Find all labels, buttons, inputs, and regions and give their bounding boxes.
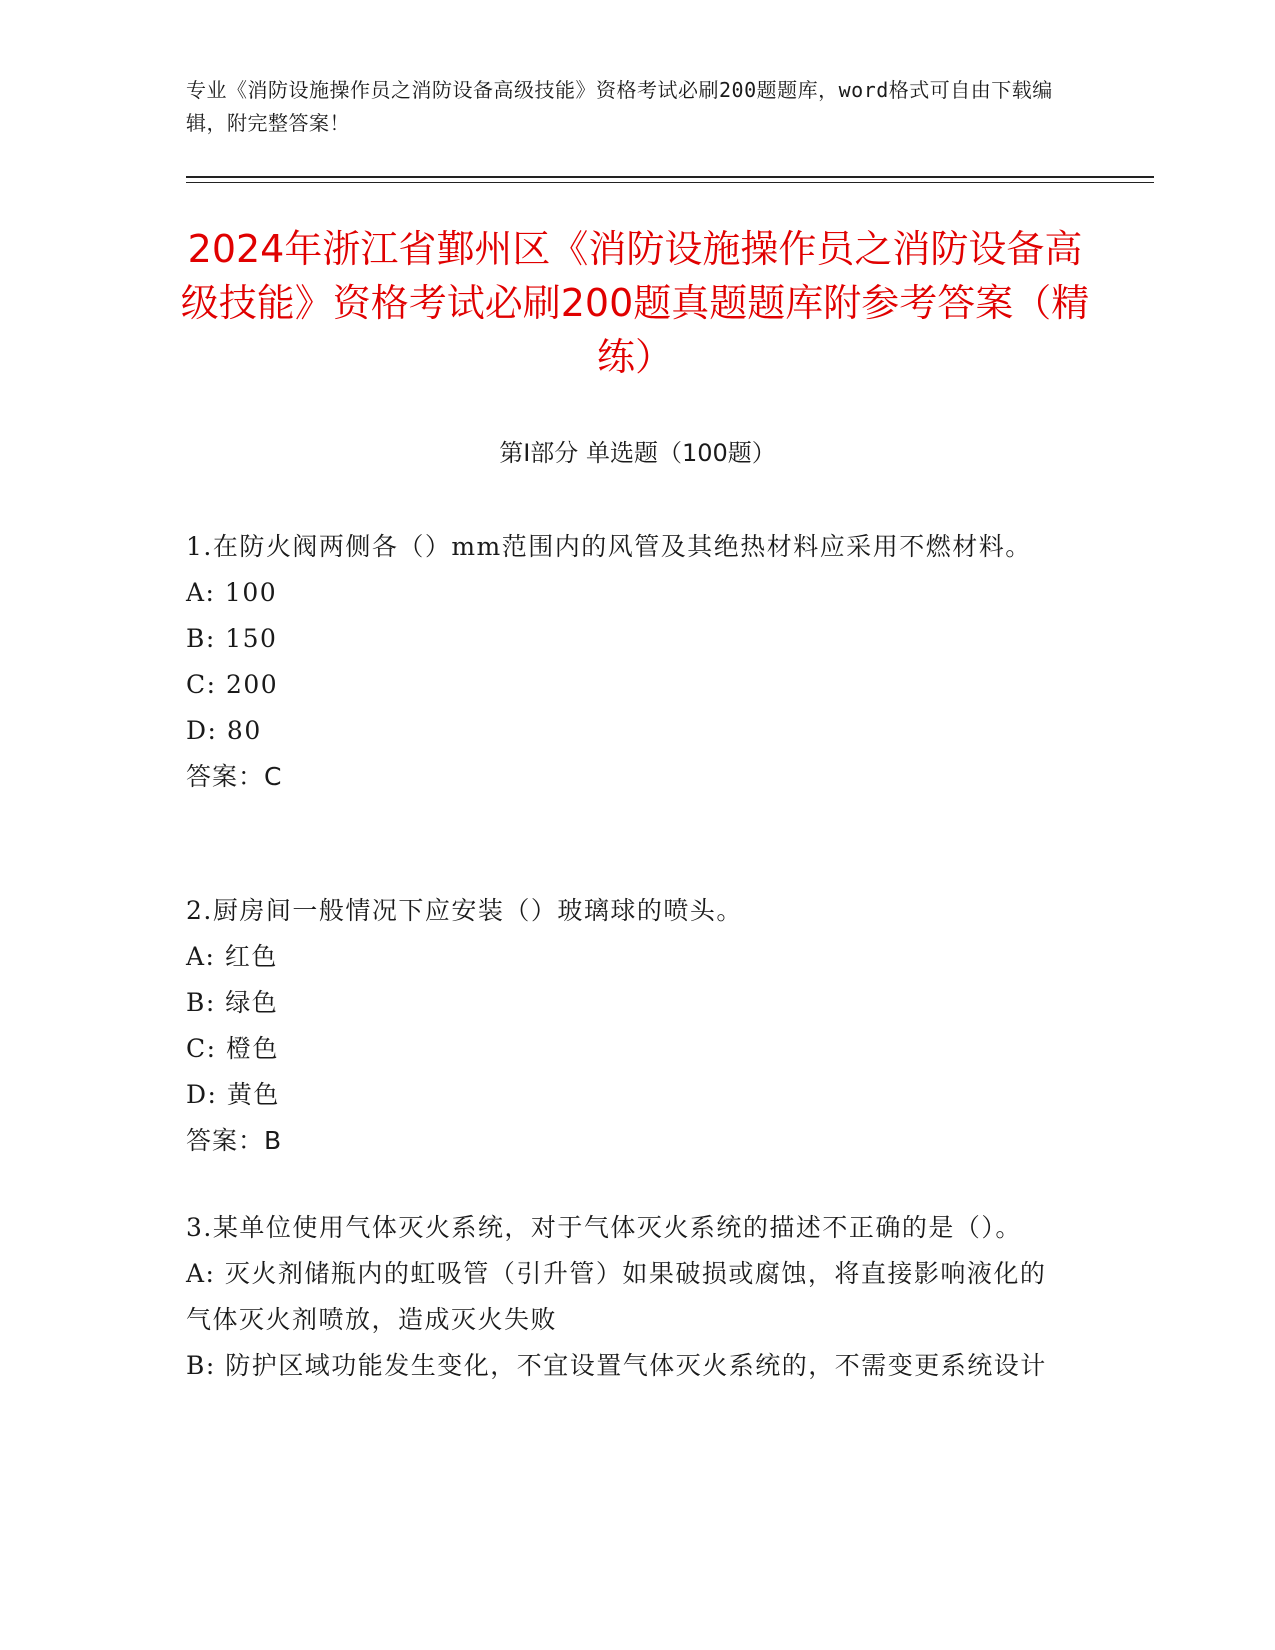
question-stem: 1.在防火阀两侧各（）mm范围内的风管及其绝热材料应采用不燃材料。 (186, 532, 1032, 561)
document-title: 2024年浙江省鄞州区《消防设施操作员之消防设备高级技能》资格考试必刷200题真题题库附参考答案（精练） (180, 227, 1090, 379)
question-1 (186, 524, 1066, 800)
question-stem: 2.厨房间一般情况下应安装（）玻璃球的喷头。 (186, 896, 743, 925)
option-d: D: 黄色 (186, 1080, 280, 1109)
question-2 (186, 888, 1066, 1164)
answer: 答案：C (186, 762, 283, 791)
option-b: B: 150 (186, 624, 278, 653)
question-stem: 3.某单位使用气体灭火系统，对于气体灭火系统的描述不正确的是（）。 (186, 1213, 1022, 1242)
header-note: 专业《消防设施操作员之消防设备高级技能》资格考试必刷200题题库，word格式可自由下载编辑，附完整答案！ (186, 78, 1053, 135)
option-d: D: 80 (186, 716, 262, 745)
question-3 (186, 1205, 1066, 1389)
option-a: A: 灭火剂储瓶内的虹吸管（引升管）如果破损或腐蚀，将直接影响液化的气体灭火剂喷放，造成灭火失败 (186, 1259, 1047, 1334)
section-title: 第I部分 单选题（100题） (499, 439, 776, 467)
option-c: C: 200 (186, 670, 279, 699)
header-divider-thick (186, 176, 1154, 178)
option-a: A: 红色 (186, 942, 278, 971)
option-b: B: 绿色 (186, 988, 279, 1017)
option-a: A: 100 (186, 578, 278, 607)
option-b: B: 防护区域功能发生变化，不宜设置气体灭火系统的，不需变更系统设计 (186, 1351, 1047, 1380)
option-c: C: 橙色 (186, 1034, 279, 1063)
header-divider-thin (186, 182, 1154, 183)
answer: 答案：B (186, 1126, 283, 1155)
